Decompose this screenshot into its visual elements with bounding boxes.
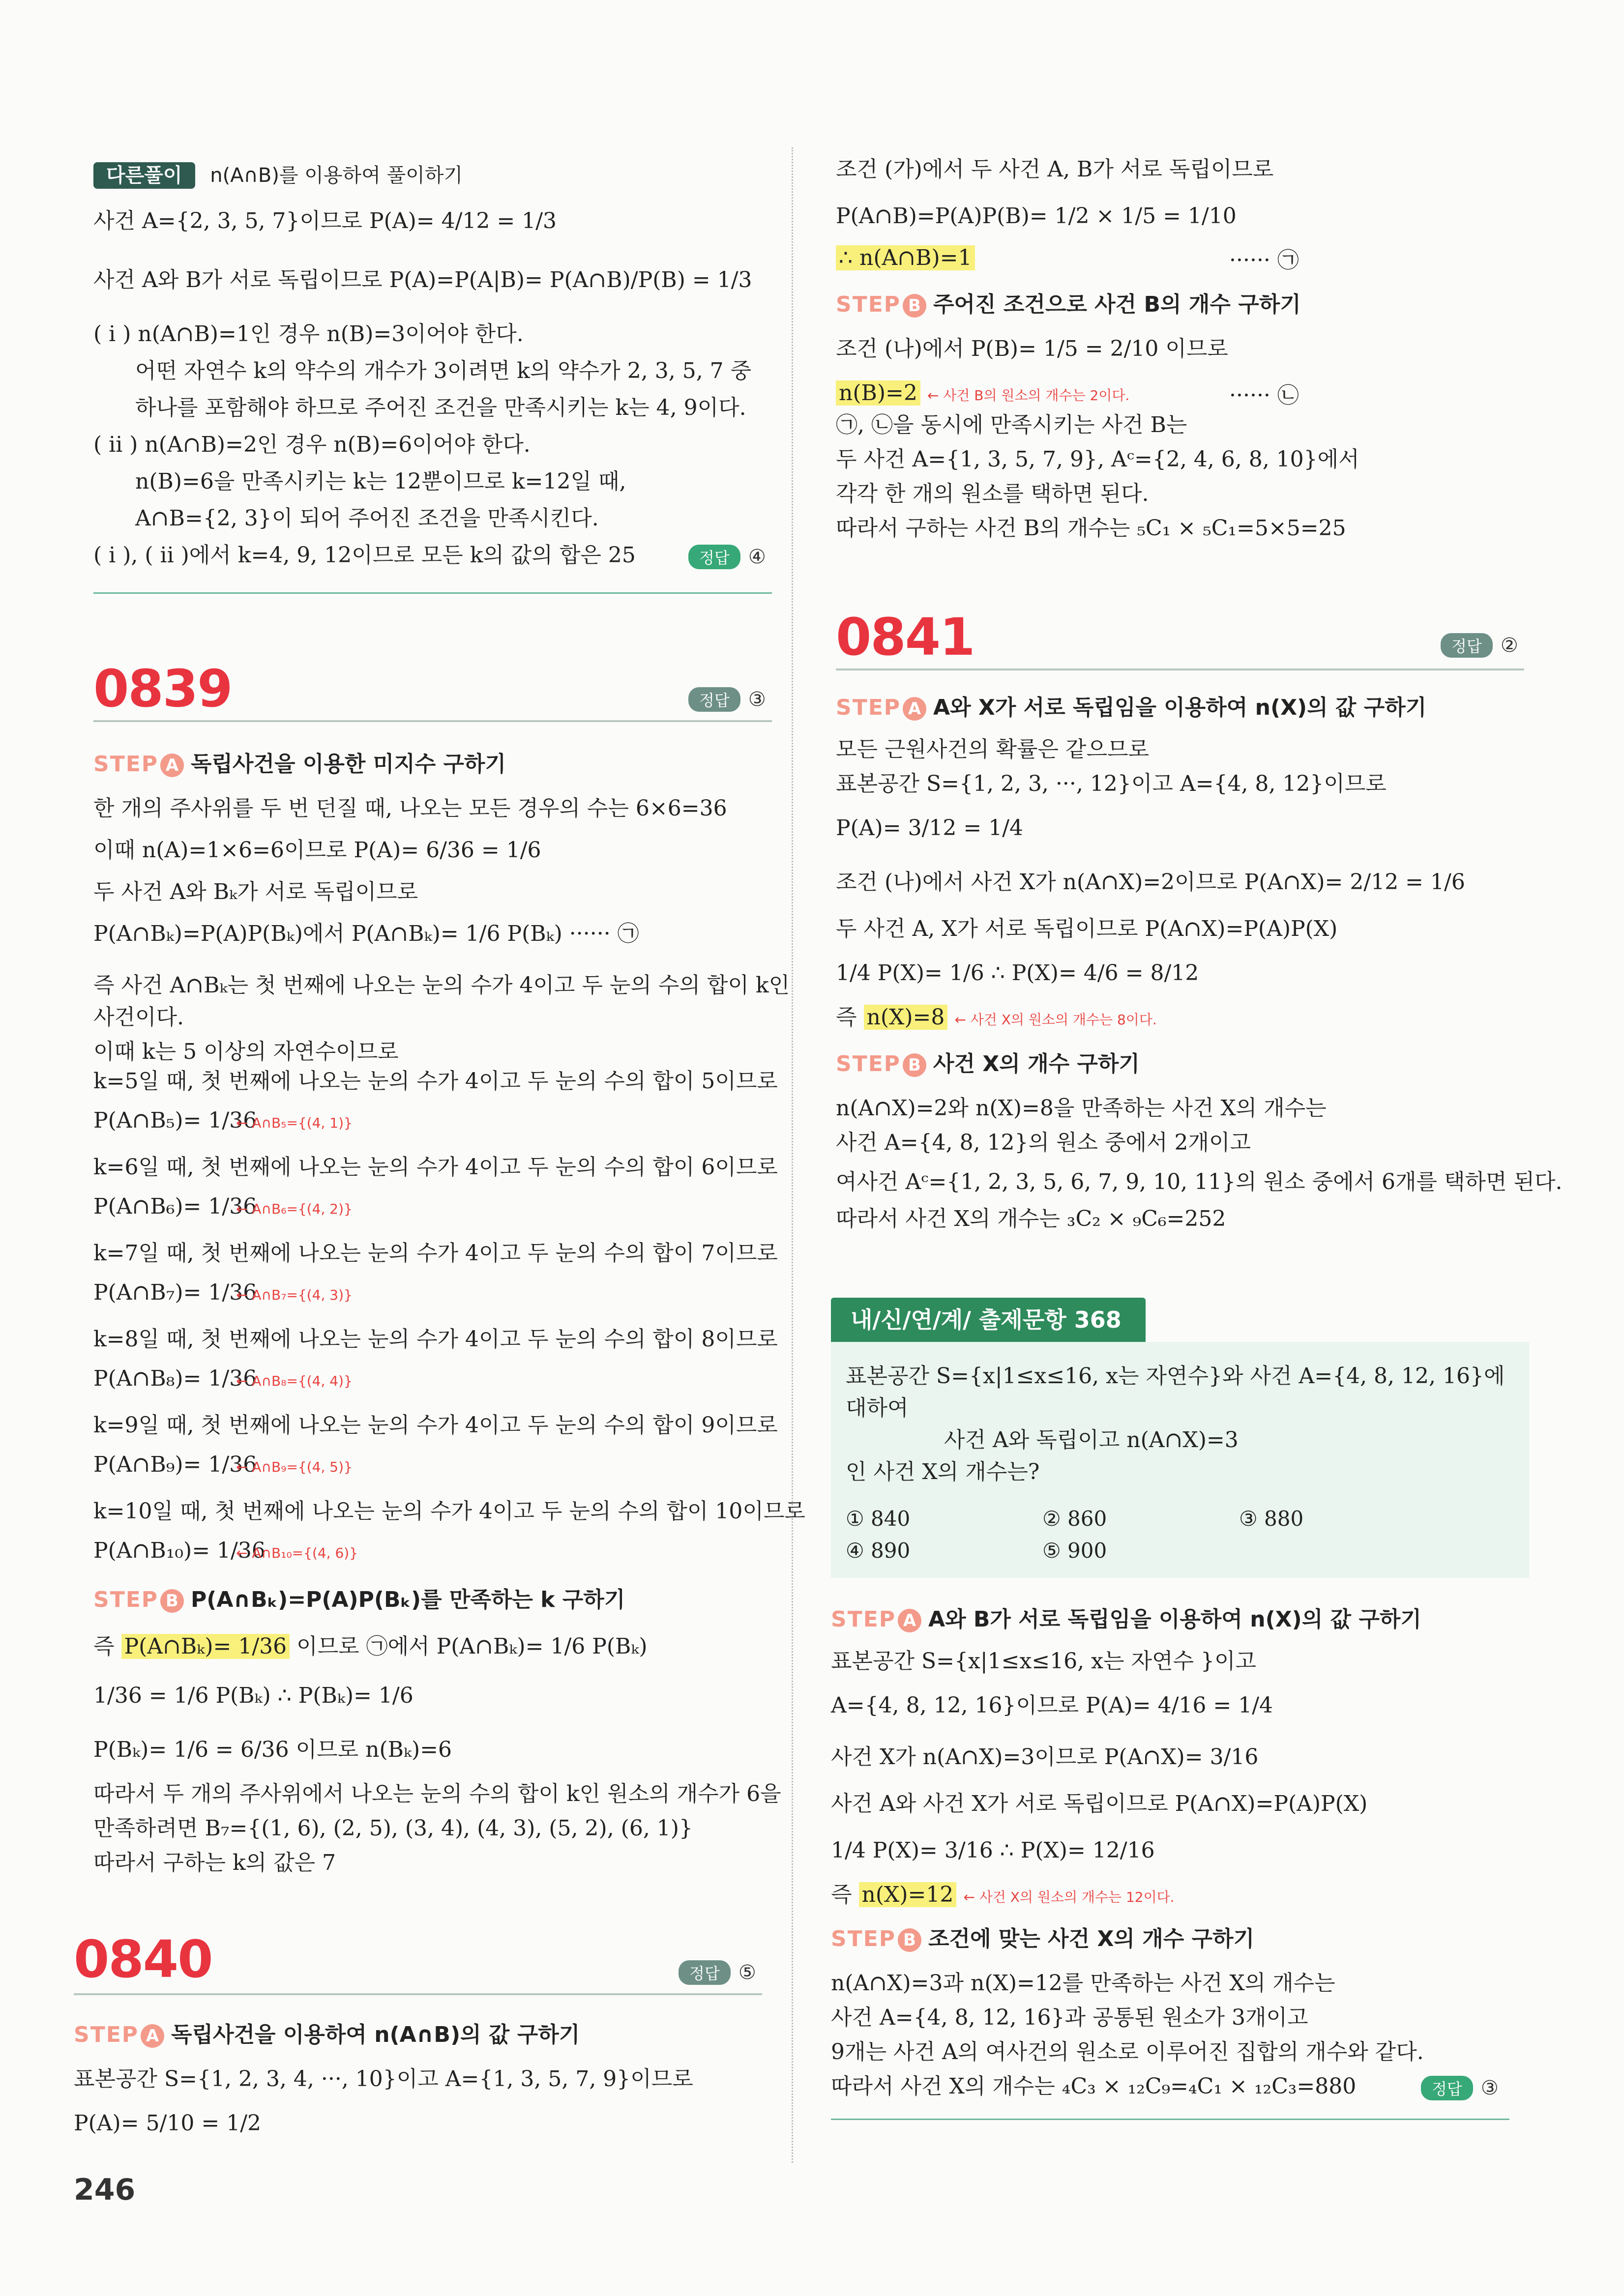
choice-2[interactable]: ② 860 <box>1042 1507 1107 1531</box>
step-tag: STEP <box>74 2022 139 2047</box>
step-title: P(A∩Bₖ)=P(A)P(Bₖ)를 만족하는 k 구하기 <box>191 1587 625 1612</box>
step-tag: STEP <box>836 292 901 317</box>
problem-number-0839: 0839 <box>93 659 232 719</box>
answer-badge: 정답 <box>1421 2076 1473 2100</box>
step-a-0841 <box>836 693 1426 723</box>
question-line: 표본공간 S={x|1≤x≤16, x는 자연수}와 사건 A={4, 8, 12, 16}에 <box>846 1364 1505 1389</box>
highlight: n(B)=2 <box>836 380 920 406</box>
alt-solution-header <box>93 160 463 188</box>
solution-line: P(A)= 3/12 = 1/4 <box>836 815 1024 841</box>
answer-naesin <box>1421 2076 1499 2100</box>
alt-line: n(B)=6을 만족시키는 k는 12뿐이므로 k=12일 때, <box>135 469 626 494</box>
solution-line: k=5일 때, 첫 번째에 나오는 눈의 수가 4이고 두 눈의 수의 합이 5이므로 <box>93 1069 778 1094</box>
choice-5[interactable]: ⑤ 900 <box>1042 1539 1107 1563</box>
solution-line: 1/4 P(X)= 1/6 ∴ P(X)= 4/6 = 8/12 <box>836 960 1199 986</box>
solution-line <box>831 1880 1175 1912</box>
solution-line: 따라서 두 개의 주사위에서 나오는 눈의 수의 합이 k인 원소의 개수가 6을 <box>93 1781 781 1806</box>
step-title: 조건에 맞는 사건 X의 개수 구하기 <box>928 1926 1255 1951</box>
solution-line: 1/36 = 1/6 P(Bₖ) ∴ P(Bₖ)= 1/6 <box>93 1683 413 1708</box>
side-note: ← A∩B₅={(4, 1)} <box>236 1115 353 1131</box>
solution-line: 즉 사건 A∩Bₖ는 첫 번째에 나오는 눈의 수가 4이고 두 눈의 수의 합이 k인 <box>93 973 790 998</box>
side-note: ← A∩B₉={(4, 5)} <box>236 1459 353 1475</box>
choice-1[interactable]: ① 840 <box>846 1507 911 1531</box>
step-title: 독립사건을 이용하여 n(A∩B)의 값 구하기 <box>171 2022 580 2047</box>
highlight: ∴ n(A∩B)=1 <box>836 245 975 270</box>
alt-line: ( ii ) n(A∩B)=2인 경우 n(B)=6이어야 한다. <box>93 432 531 457</box>
step-title: A와 X가 서로 독립임을 이용하여 n(X)의 값 구하기 <box>933 695 1427 720</box>
alt-line: 사건 A={2, 3, 5, 7}이므로 P(A)= 4/12 = 1/3 <box>93 208 557 233</box>
problem-number-0841: 0841 <box>836 607 974 667</box>
answer-badge: 정답 <box>679 1960 731 1985</box>
naesin-question-box <box>831 1342 1529 1578</box>
step-tag: STEP <box>836 1051 901 1076</box>
answer-0841 <box>1441 633 1518 658</box>
answer-badge: 정답 <box>1441 633 1493 658</box>
solution-line: k=10일 때, 첫 번째에 나오는 눈의 수가 4이고 두 눈의 수의 합이 10이므로 <box>93 1499 805 1524</box>
step-title: A와 B가 서로 독립임을 이용하여 n(X)의 값 구하기 <box>928 1607 1421 1632</box>
choice-4[interactable]: ④ 890 <box>846 1539 911 1563</box>
answer-badge: 정답 <box>688 687 740 712</box>
solution-line: 조건 (가)에서 두 사건 A, B가 서로 독립이므로 <box>836 157 1274 182</box>
highlight: P(A∩Bₖ)= 1/36 <box>121 1634 290 1659</box>
solution-line: ㉠, ㉡을 동시에 만족시키는 사건 B는 <box>836 412 1187 437</box>
step-tag: STEP <box>836 695 901 720</box>
answer-badge: 정답 <box>688 545 740 569</box>
solution-line: k=7일 때, 첫 번째에 나오는 눈의 수가 4이고 두 눈의 수의 합이 7이므로 <box>93 1241 778 1266</box>
solution-line: n(A∩X)=2와 n(X)=8을 만족하는 사건 X의 개수는 <box>836 1096 1327 1121</box>
answer-value: ③ <box>1480 2077 1499 2099</box>
alt-answer <box>688 545 766 569</box>
step-letter: B <box>160 1589 184 1613</box>
solution-line: P(A∩B₉)= 1/36 <box>93 1452 257 1477</box>
solution-line: 각각 한 개의 원소를 택하면 된다. <box>836 481 1149 506</box>
alt-line: 사건 A와 B가 서로 독립이므로 P(A)=P(A|B)= P(A∩B)/P(B) = 1/3 <box>93 267 752 292</box>
step-letter: A <box>141 2024 164 2048</box>
solution-line: P(A∩B₇)= 1/36 <box>93 1280 257 1305</box>
rest: 이므로 ㉠에서 P(A∩Bₖ)= 1/6 P(Bₖ) <box>296 1634 648 1659</box>
solution-line: 따라서 사건 X의 개수는 ₃C₂ × ₉C₆=252 <box>836 1206 1226 1231</box>
solution-line: 만족하려면 B₇={(1, 6), (2, 5), (3, 4), (4, 3), (5, 2), (6, 1)} <box>93 1816 693 1841</box>
step-tag: STEP <box>93 752 159 777</box>
solution-line: P(A∩B₁₀)= 1/36 <box>93 1538 266 1563</box>
problem-rule <box>836 668 1524 670</box>
side-note: ← 사건 X의 원소의 개수는 8이다. <box>954 1012 1157 1028</box>
solution-line <box>836 243 975 273</box>
solution-line: 두 사건 A, X가 서로 독립이므로 P(A∩X)=P(A)P(X) <box>836 916 1338 941</box>
solution-line: P(A∩B)=P(A)P(B)= 1/2 × 1/5 = 1/10 <box>836 203 1237 229</box>
solution-line: P(Bₖ)= 1/6 = 6/36 이므로 n(Bₖ)=6 <box>93 1737 452 1762</box>
solution-line: 따라서 사건 X의 개수는 ₄C₃ × ₁₂C₉=₄C₁ × ₁₂C₃=880 <box>831 2074 1357 2099</box>
answer-value: ④ <box>748 546 766 568</box>
solution-line: 사건이다. <box>93 1005 184 1030</box>
side-note: ← A∩B₆={(4, 2)} <box>236 1201 353 1217</box>
solution-line: 표본공간 S={1, 2, 3, 4, ···, 10}이고 A={1, 3, 5, 7, 9}이므로 <box>74 2066 693 2092</box>
solution-line: k=8일 때, 첫 번째에 나오는 눈의 수가 4이고 두 눈의 수의 합이 8이므로 <box>93 1327 778 1352</box>
alt-line: ( i ), ( ii )에서 k=4, 9, 12이므로 모든 k의 값의 합은 25 <box>93 543 636 568</box>
solution-line: P(A∩B₈)= 1/36 <box>93 1366 257 1391</box>
equation-mark: ······ ㉠ <box>1229 248 1299 273</box>
prefix: 즉 <box>831 1882 852 1907</box>
solution-line: 한 개의 주사위를 두 번 던질 때, 나오는 모든 경우의 수는 6×6=36 <box>93 796 727 821</box>
problem-rule <box>93 720 772 722</box>
step-letter: B <box>898 1928 921 1952</box>
answer-value: ② <box>1500 634 1518 657</box>
solution-line: P(A∩B₅)= 1/36 <box>93 1108 257 1133</box>
solution-line: 사건 X가 n(A∩X)=3이므로 P(A∩X)= 3/16 <box>831 1744 1259 1770</box>
step-title: 주어진 조건으로 사건 B의 개수 구하기 <box>933 292 1301 317</box>
alt-line: 어떤 자연수 k의 약수의 개수가 3이려면 k의 약수가 2, 3, 5, 7 중 <box>135 358 752 383</box>
solution-line: 표본공간 S={1, 2, 3, ···, 12}이고 A={4, 8, 12}이므로 <box>836 771 1387 796</box>
step-title: 사건 X의 개수 구하기 <box>933 1051 1140 1076</box>
solution-line: 표본공간 S={x|1≤x≤16, x는 자연수 }이고 <box>831 1649 1256 1674</box>
step-tag: STEP <box>831 1926 896 1951</box>
solution-line: P(A)= 5/10 = 1/2 <box>74 2111 262 2136</box>
highlight: n(X)=8 <box>864 1005 948 1030</box>
problem-number-0840: 0840 <box>74 1929 212 1989</box>
solution-line: 사건 A={4, 8, 12, 16}과 공통된 원소가 3개이고 <box>831 2005 1308 2030</box>
step-tag: STEP <box>831 1607 896 1632</box>
solution-line: k=9일 때, 첫 번째에 나오는 눈의 수가 4이고 두 눈의 수의 합이 9이므로 <box>93 1413 778 1438</box>
solution-line <box>93 1632 648 1661</box>
solution-line <box>836 378 1129 410</box>
side-note: ← A∩B₈={(4, 4)} <box>236 1373 353 1389</box>
solution-line: 조건 (나)에서 P(B)= 1/5 = 2/10 이므로 <box>836 336 1228 361</box>
step-b-0840 <box>836 290 1301 320</box>
solution-line <box>836 1003 1157 1035</box>
side-note: ← A∩B₁₀={(4, 6)} <box>236 1545 358 1561</box>
solution-line: 따라서 구하는 k의 값은 7 <box>93 1850 336 1875</box>
equation-mark: ······ ㉡ <box>1229 383 1299 408</box>
side-note: ← 사건 B의 원소의 개수는 2이다. <box>927 387 1130 404</box>
solution-line: P(A∩Bₖ)=P(A)P(Bₖ)에서 P(A∩Bₖ)= 1/6 P(Bₖ) ······ ㉠ <box>93 921 639 946</box>
step-letter: B <box>903 294 926 318</box>
solution-line: 사건 A와 사건 X가 서로 독립이므로 P(A∩X)=P(A)P(X) <box>831 1791 1368 1816</box>
step-letter: A <box>898 1609 921 1632</box>
alt-solution-title: n(A∩B)를 이용하여 풀이하기 <box>210 164 463 187</box>
step-b-0839 <box>93 1585 625 1615</box>
answer-0840 <box>679 1960 756 1985</box>
step-title: 독립사건을 이용한 미지수 구하기 <box>191 752 506 777</box>
solution-line: 이때 n(A)=1×6=6이므로 P(A)= 6/36 = 1/6 <box>93 838 541 863</box>
section-rule <box>831 2119 1509 2120</box>
step-a-0839 <box>93 750 506 779</box>
step-letter: B <box>903 1053 926 1077</box>
answer-value: ⑤ <box>738 1961 756 1984</box>
question-line: 사건 A와 독립이고 n(A∩X)=3 <box>944 1427 1239 1453</box>
solution-line: 모든 근원사건의 확률은 같으므로 <box>836 737 1150 762</box>
solution-line: 두 사건 A와 Bₖ가 서로 독립이므로 <box>93 879 418 904</box>
prefix: 즉 <box>93 1634 115 1659</box>
step-a-0840 <box>74 2020 580 2050</box>
solution-line: 두 사건 A={1, 3, 5, 7, 9}, Aᶜ={2, 4, 6, 8, 10}에서 <box>836 447 1359 472</box>
page-number: 246 <box>74 2173 136 2207</box>
column-divider <box>792 147 793 2163</box>
step-letter: A <box>160 754 184 777</box>
choice-3[interactable]: ③ 880 <box>1239 1507 1304 1531</box>
step-b-naesin <box>831 1924 1254 1954</box>
alt-line: 하나를 포함해야 하므로 주어진 조건을 만족시키는 k는 4, 9이다. <box>135 395 746 420</box>
highlight: n(X)=12 <box>859 1882 957 1907</box>
alt-line: ( i ) n(A∩B)=1인 경우 n(B)=3이어야 한다. <box>93 321 524 347</box>
question-line: 대하여 <box>846 1395 909 1421</box>
solution-line: P(A∩B₆)= 1/36 <box>93 1194 257 1219</box>
naesin-title: 내/신/연/계/ 출제문항 368 <box>831 1298 1146 1342</box>
step-letter: A <box>903 697 926 721</box>
question-line: 인 사건 X의 개수는? <box>846 1459 1040 1484</box>
alt-solution-pill: 다른풀이 <box>93 162 195 189</box>
solution-line: 이때 k는 5 이상의 자연수이므로 <box>93 1039 399 1064</box>
solution-line: 따라서 구하는 사건 B의 개수는 ₅C₁ × ₅C₁=5×5=25 <box>836 516 1346 541</box>
solution-line: 조건 (나)에서 사건 X가 n(A∩X)=2이므로 P(A∩X)= 2/12 = 1/6 <box>836 870 1465 895</box>
solution-line: 여사건 Aᶜ={1, 2, 3, 5, 6, 7, 9, 10, 11}의 원소 중에서 6개를 택하면 된다. <box>836 1169 1563 1194</box>
solution-line: 1/4 P(X)= 3/16 ∴ P(X)= 12/16 <box>831 1838 1155 1863</box>
side-note: ← 사건 X의 원소의 개수는 12이다. <box>963 1889 1175 1905</box>
solution-line: 9개는 사건 A의 여사건의 원소로 이루어진 집합의 개수와 같다. <box>831 2039 1424 2064</box>
alt-line: A∩B={2, 3}이 되어 주어진 조건을 만족시킨다. <box>135 506 599 531</box>
solution-line: 사건 A={4, 8, 12}의 원소 중에서 2개이고 <box>836 1130 1251 1155</box>
step-a-naesin <box>831 1605 1421 1634</box>
section-rule <box>93 592 772 594</box>
step-tag: STEP <box>93 1587 159 1612</box>
problem-rule <box>74 1993 762 1995</box>
answer-0839 <box>688 687 766 712</box>
step-b-0841 <box>836 1049 1140 1079</box>
solution-line: n(A∩X)=3과 n(X)=12를 만족하는 사건 X의 개수는 <box>831 1971 1335 1996</box>
solution-line: A={4, 8, 12, 16}이므로 P(A)= 4/16 = 1/4 <box>831 1693 1273 1718</box>
solution-line: k=6일 때, 첫 번째에 나오는 눈의 수가 4이고 두 눈의 수의 합이 6이므로 <box>93 1155 778 1180</box>
side-note: ← A∩B₇={(4, 3)} <box>236 1287 353 1303</box>
prefix: 즉 <box>836 1005 857 1030</box>
answer-value: ③ <box>748 688 766 711</box>
